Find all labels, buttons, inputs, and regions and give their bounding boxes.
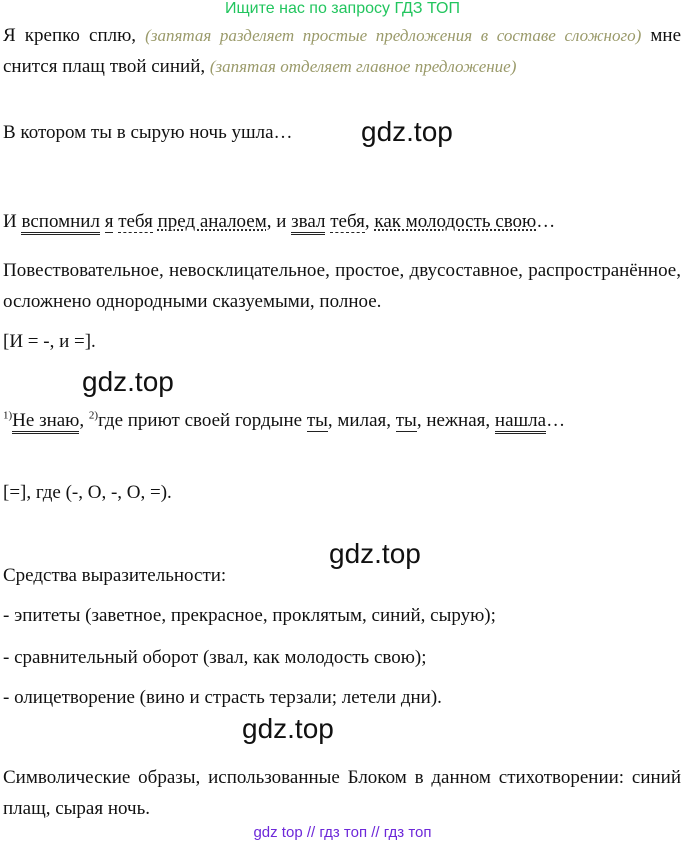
watermark-3: gdz.top [329,538,421,569]
predicate-word: звал [291,211,325,235]
means-heading: Средства выразительности: [3,565,227,586]
clause-number: 1) [3,409,13,422]
predicate-word: вспомнил [21,211,99,235]
subject-word: ты [395,410,417,431]
scheme-1: [И = -, и =]. [3,331,96,352]
means-item-1: - эпитеты (заветное, прекрасное, проклятым, синий, сырую); [3,605,496,626]
object-word: тебя [330,211,365,232]
watermark-2: gdz.top [82,366,174,397]
analyzed-sentence-2 [3,405,681,436]
word: , [364,211,375,232]
subject-word: ты [306,410,328,431]
sentence-part-2: мне снится плащ твой синий, [3,25,681,77]
clause-number: 2) [88,409,99,422]
means-item-3: - олицетворение (вино и страсть терзали; летели дни). [3,687,442,708]
word: , и [266,211,292,232]
comment-note-1: (запятая разделяет простые предложения в составе сложного) [145,26,642,45]
word: где приют своей гордыне [98,410,307,431]
adverbial-word: как молодость свою [374,211,537,232]
word: , [79,410,89,431]
predicate-word: Не знаю [12,410,79,434]
watermark-1: gdz.top [361,116,453,147]
search-banner: Ищите нас по запросу ГДЗ ТОП [225,0,460,17]
adverbial-word: пред аналоем [157,211,267,232]
paragraph-symbols: Символические образы, использованные Блоком в данном стихотворении: синий плащ, сырая ночь. [3,767,681,819]
subject-word: я [104,211,114,232]
word: , милая, [327,410,396,431]
object-word: тебя [118,211,153,232]
means-item-2: - сравнительный оборот (звал, как молодость свою); [3,647,427,668]
paragraph-2: В котором ты в сырую ночь ушла… [3,122,293,143]
footer-watermark: gdz top // гдз топ // гдз топ [253,824,432,841]
comment-note-2: (запятая отделяет главное предложение) [209,57,517,76]
watermark-4: gdz.top [242,713,334,744]
word: … [546,410,566,431]
paragraph-1 [3,20,681,82]
scheme-2: [=], где (-, О, -, О, =). [3,482,172,503]
word: … [536,211,556,232]
word: , нежная, [416,410,495,431]
word: И [3,211,22,232]
analyzed-sentence-1 [3,206,681,237]
predicate-word: нашла [495,410,546,434]
paragraph-analysis: Повествовательное, невосклицательное, простое, двусоставное, распространённое, осложнено однородными сказуемыми, полное. [3,260,681,312]
sentence-part-1: Я крепко сплю, [3,25,137,46]
